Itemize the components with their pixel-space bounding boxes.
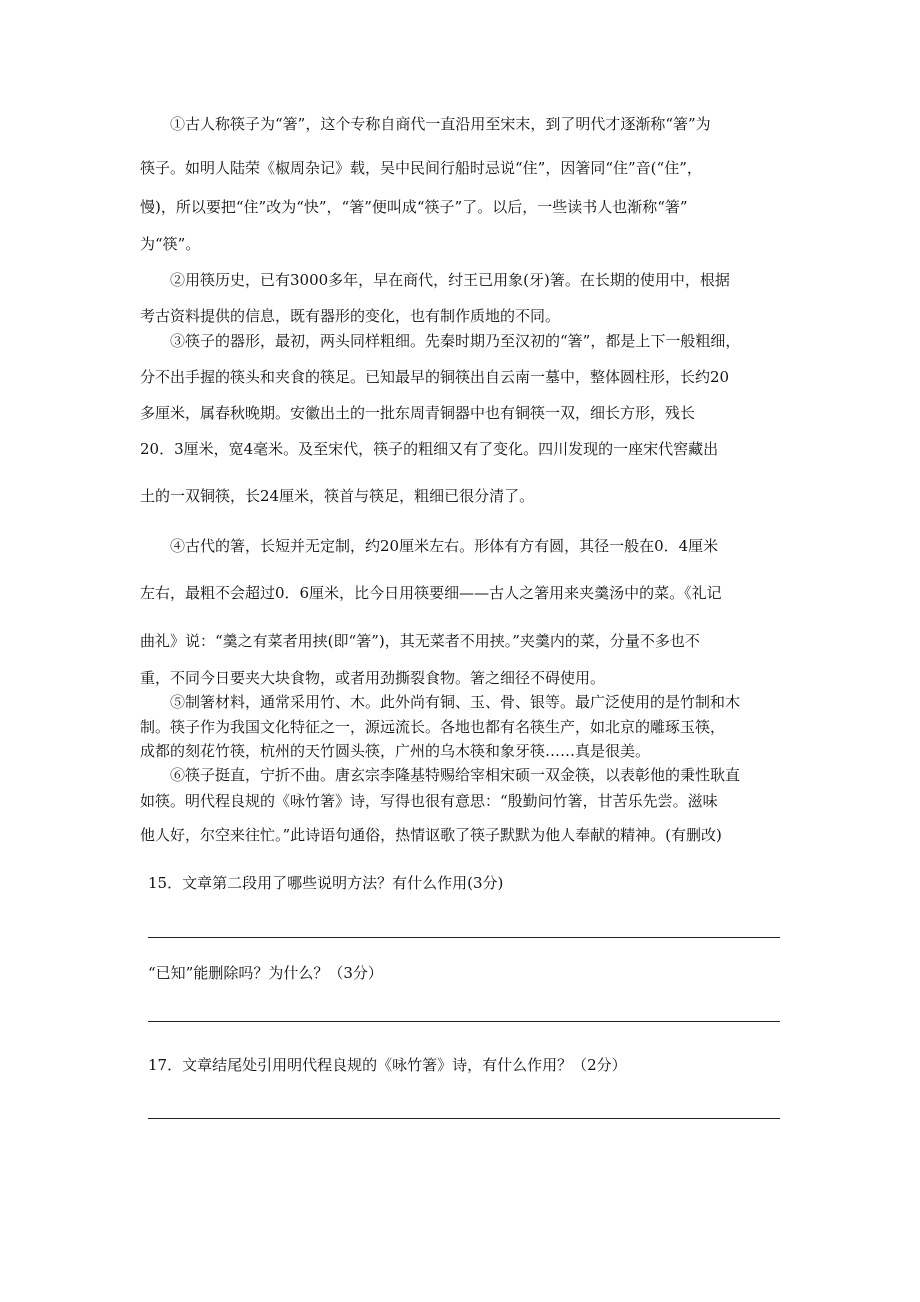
article-line: 成都的刻花竹筷，杭州的天竹圆头筷，广州的乌木筷和象牙筷……真是很美。 [140, 742, 651, 760]
article-line: ⑤制箸材料，通常采用竹、木。此外尚有铜、玉、骨、银等。最广泛使用的是竹制和木 [140, 693, 741, 711]
article-line: 制。筷子作为我国文化特征之一，源远流长。各地也都有名筷生产，如北京的雕琢玉筷， [140, 718, 726, 736]
answer-line-17[interactable] [148, 1118, 780, 1119]
question-17: 17．文章结尾处引用明代程良规的《咏竹箸》诗，有什么作用？（2分） [148, 1056, 627, 1074]
article-line: 20．3厘米，宽4毫米。及至宋代，筷子的粗细又有了变化。四川发现的一座宋代窖藏出 [140, 440, 719, 458]
article-line: ④古代的箸，长短并无定制，约20厘米左右。形体有方有圆，其径一般在0．4厘米 [140, 537, 719, 555]
article-line: 慢)，所以要把“住”改为“快”，“箸”便叫成“筷子”了。以后，一些读书人也渐称“箸” [140, 198, 688, 216]
article-line: 筷子。如明人陆荣《椒周杂记》载，吴中民间行船时忌说“住”，因箸同“住”音(“住”， [140, 159, 702, 177]
article-line: 为“筷”。 [140, 235, 201, 253]
article-line: ②用筷历史，已有3000多年，早在商代，纣王已用象(牙)箸。在长期的使用中，根据 [140, 271, 730, 289]
question-15: 15．文章第二段用了哪些说明方法？有什么作用(3分) [148, 874, 504, 892]
article-line: 考古资料提供的信息，既有器形的变化，也有制作质地的不同。 [140, 307, 561, 325]
article-line: 分不出手握的筷头和夹食的筷足。已知最早的铜筷出自云南一墓中，整体圆柱形，长约20 [140, 368, 730, 386]
article-line: 多厘米，属春秋晚期。安徽出土的一批东周青铜器中也有铜筷一双，细长方形，残长 [140, 404, 696, 422]
article-line: 如筷。明代程良规的《咏竹箸》诗，写得也很有意思：“殷勤问竹箸，甘苦乐先尝。滋味 [140, 792, 718, 810]
article-line: ①古人称筷子为“箸”，这个专称自商代一直沿用至宋末，到了明代才逐渐称“箸”为 [140, 115, 711, 133]
question-16: “已知”能删除吗？为什么？（3分） [148, 964, 383, 982]
article-line: 左右，最粗不会超过0．6厘米，比今日用筷要细——古人之箸用来夹羹汤中的菜。《礼记 [140, 584, 722, 602]
article-line: ⑥筷子挺直，宁折不曲。唐玄宗李隆基特赐给宰相宋硕一双金筷，以表彰他的秉性耿直 [140, 766, 741, 784]
article-line: 曲礼》说：“羹之有菜者用挟(即“箸”)，其无菜者不用挟。”夹羹内的菜，分量不多也不 [140, 632, 700, 650]
article-line: 他人好，尔空来往忙。”此诗语句通俗，热情讴歌了筷子默默为他人奉献的精神。(有删改) [140, 826, 722, 844]
article-line: 重，不同今日要夹大块食物，或者用劲撕裂食物。箸之细径不碍使用。 [140, 669, 606, 687]
answer-line-16[interactable] [148, 1021, 780, 1022]
answer-line-15[interactable] [148, 937, 780, 938]
article-line: 土的一双铜筷，长24厘米，筷首与筷足，粗细已很分清了。 [140, 487, 535, 505]
article-line: ③筷子的器形，最初，两头同样粗细。先秦时期乃至汉初的“箸”，都是上下一般粗细， [140, 332, 741, 350]
